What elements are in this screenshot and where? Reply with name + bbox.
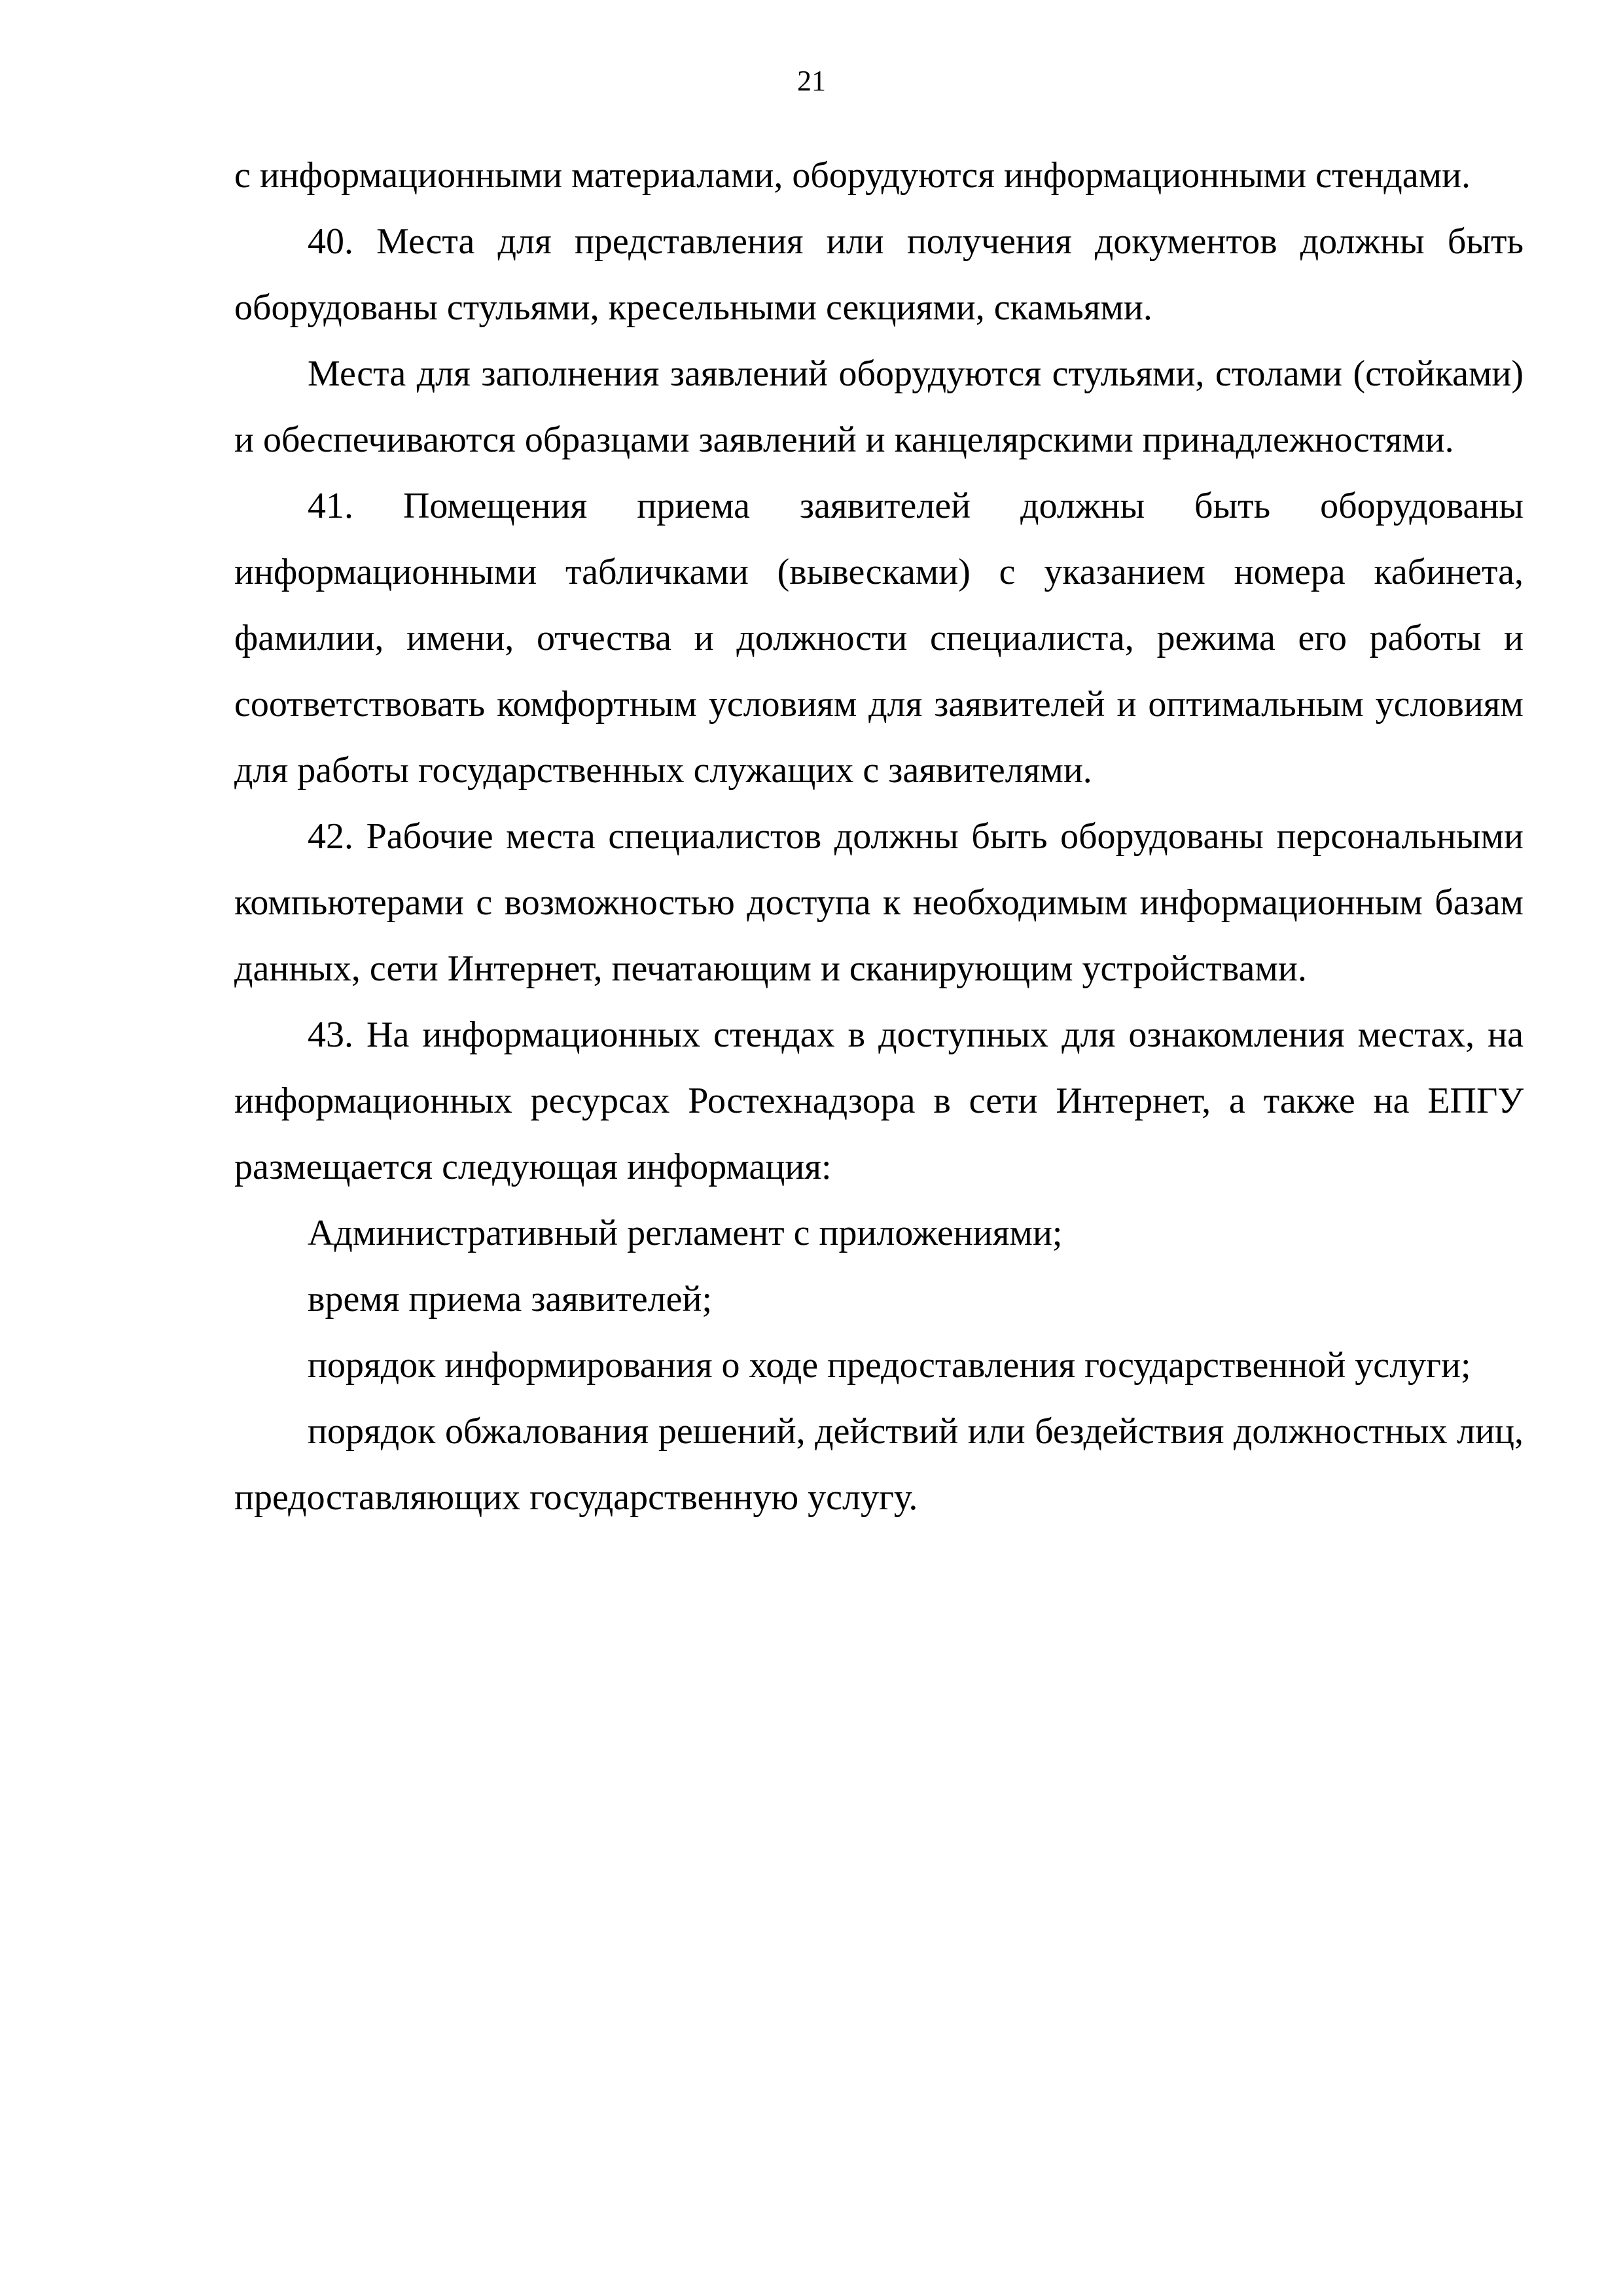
list-item-reception-time: время приема заявителей; (308, 1279, 712, 1319)
list-item-informing-procedure: порядок информирования о ходе предоставления государственной услуги; (308, 1345, 1471, 1386)
list-item-appeal-procedure: порядок обжалования решений, действий или бездействия должностных лиц, предоставляющих государственную услугу. (234, 1411, 1524, 1518)
paragraph-continuation: с информационными материалами, оборудуются информационными стендами. (234, 155, 1471, 196)
page-number: 21 (797, 65, 826, 97)
paragraph-application-places: Места для заполнения заявлений оборудуются стульями, столами (стойками) и обеспечиваются образцами заявлений и канцелярскими принадлежностями. (234, 353, 1524, 460)
paragraph-item-41: 41. Помещения приема заявителей должны быть оборудованы информационными табличками (вывесками) с указанием номера кабинета, фамилии, имени, отчества и должности специалиста, режима его работы и соответствовать комфортным условиям для заявителей и оптимальным условиям для работы государственных служащих с заявителями. (234, 486, 1524, 791)
document-body (234, 143, 1524, 1531)
paragraph-item-43: 43. На информационных стендах в доступных для ознакомления местах, на информационных ресурсах Ростехнадзора в сети Интернет, а также на ЕПГУ размещается следующая информация: (234, 1014, 1524, 1187)
paragraph-item-40: 40. Места для представления или получения документов должны быть оборудованы стульями, кресельными секциями, скамьями. (234, 221, 1524, 328)
list-item-regulation: Административный регламент с приложениями; (308, 1213, 1063, 1253)
paragraph-item-42: 42. Рабочие места специалистов должны быть оборудованы персональными компьютерами с возможностью доступа к необходимым информационным базам данных, сети Интернет, печатающим и сканирующим устройствами. (234, 816, 1524, 989)
